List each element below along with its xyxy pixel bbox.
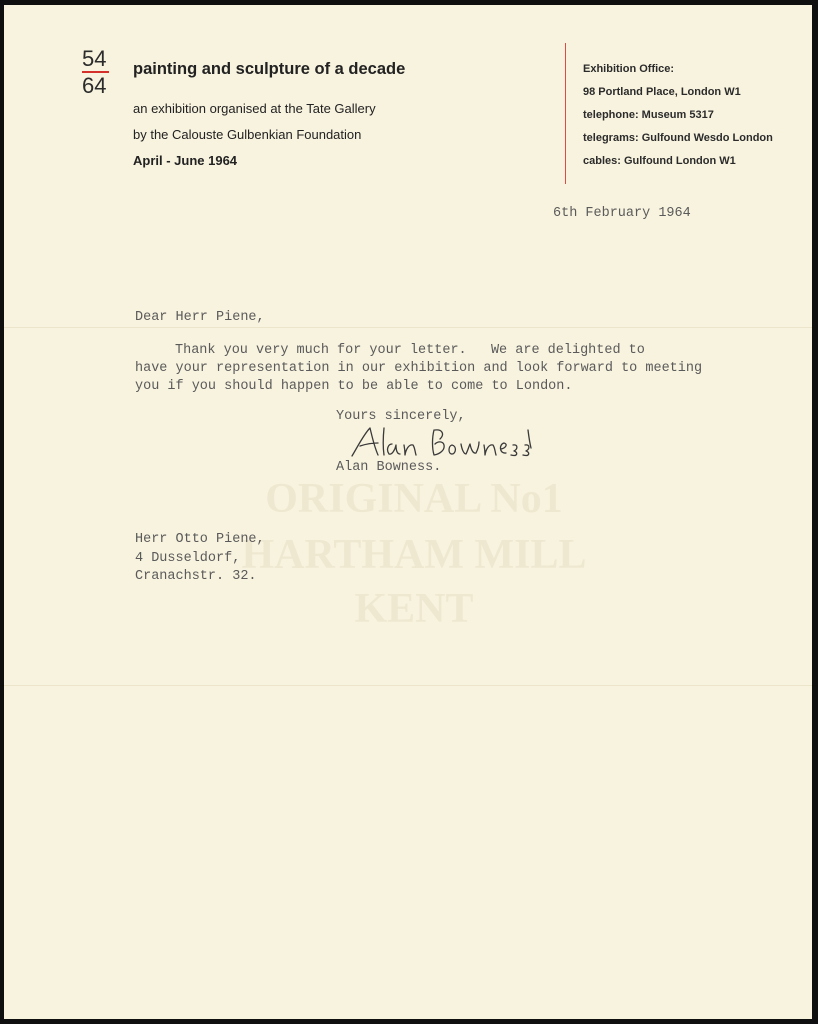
letterhead-divider: [565, 43, 566, 184]
office-telephone: telephone: Museum 5317: [583, 109, 714, 121]
svg-text:KENT: KENT: [354, 586, 474, 632]
letter-body-line: you if you should happen to be able to come to London.: [135, 379, 573, 394]
recipient-city: Cranachstr. 32.: [135, 569, 257, 584]
svg-text:ORIGINAL No1: ORIGINAL No1: [265, 476, 563, 522]
letter-closing: Yours sincerely,: [336, 409, 466, 424]
letterhead-subtitle-1: an exhibition organised at the Tate Gallery: [133, 101, 376, 116]
paper-fold-line: [4, 327, 812, 328]
letterhead-dates: April - June 1964: [133, 153, 238, 168]
office-label: Exhibition Office:: [583, 63, 675, 75]
letterhead-subtitle-2: by the Calouste Gulbenkian Foundation: [133, 127, 362, 142]
letterhead-title: painting and sculpture of a decade: [133, 60, 406, 78]
handwritten-signature: [348, 424, 538, 462]
recipient-street: 4 Dusseldorf,: [135, 551, 241, 566]
paper-watermark: [224, 460, 604, 640]
paper-fold-line: [4, 685, 812, 686]
exhibition-logo: [82, 47, 112, 97]
letter-page: [4, 5, 812, 1019]
letter-salutation: Dear Herr Piene,: [135, 310, 265, 325]
office-address: 98 Portland Place, London W1: [583, 86, 741, 98]
letter-date: 6th February 1964: [553, 206, 691, 221]
logo-top-number: 54: [82, 46, 107, 71]
letter-body-line: have your representation in our exhibition and look forward to meeting: [135, 361, 703, 376]
logo-bottom-number: 64: [82, 73, 107, 98]
office-telegrams: telegrams: Gulfound Wesdo London: [583, 132, 773, 144]
svg-text:HARTHAM MILL: HARTHAM MILL: [241, 532, 587, 578]
recipient-name: Herr Otto Piene,: [135, 532, 265, 547]
signatory-name: Alan Bowness.: [336, 460, 442, 475]
office-cables: cables: Gulfound London W1: [583, 155, 736, 167]
letter-body-line: Thank you very much for your letter. We are delighted to: [175, 343, 645, 358]
